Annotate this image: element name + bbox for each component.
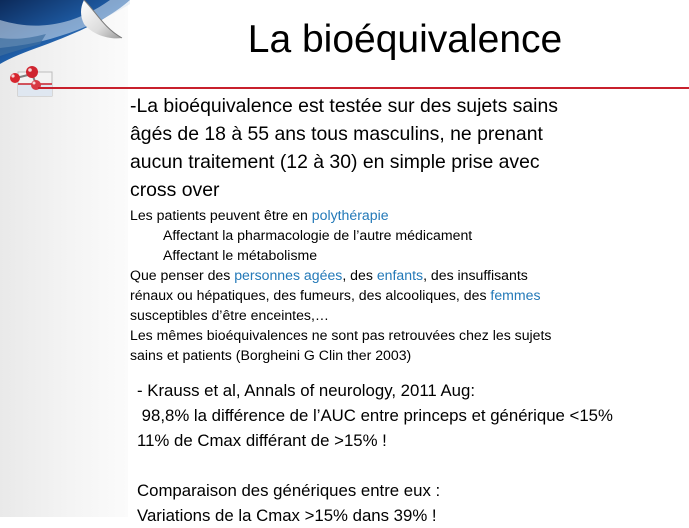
slide-body: [130, 92, 686, 365]
question-rest: , des insuffisants: [423, 267, 528, 283]
affect-pharmacology-line: Affectant la pharmacologie de l’autre médicament: [163, 227, 473, 243]
cmax-difference-line: 11% de Cmax différant de >15% !: [137, 431, 387, 450]
intro-line-1: -La bioéquivalence est testée sur des sujets sains: [130, 95, 558, 117]
question-separator: , des: [342, 267, 377, 283]
cmax-variation-line: Variations de la Cmax >15% dans 39% !: [137, 506, 437, 525]
references-block: [137, 378, 689, 528]
question-line-3: susceptibles d’être enceintes,…: [130, 307, 329, 323]
intro-line-3: aucun traitement (12 à 30) en simple prise avec: [130, 151, 540, 173]
intro-paragraph: [130, 92, 686, 204]
spacer: [137, 453, 689, 478]
polytherapy-term: polythérapie: [311, 207, 389, 223]
intro-line-4: cross over: [130, 179, 220, 201]
intro-line-2: âgés de 18 à 55 ans tous masculins, ne prenant: [130, 123, 543, 145]
children-term: enfants: [376, 267, 424, 283]
same-bioequivalence-line-1: Les mêmes bioéquivalences ne sont pas retrouvées chez les sujets: [130, 327, 552, 343]
elderly-term: personnes agées: [234, 267, 343, 283]
question-line-2: [130, 285, 686, 305]
generics-comparison-title: Comparaison des génériques entre eux :: [137, 481, 441, 500]
question-line-2-prefix: rénaux ou hépatiques, des fumeurs, des alcooliques, des: [130, 287, 491, 303]
polytherapy-line: [130, 205, 686, 225]
affect-metabolism-line: Affectant le métabolisme: [163, 247, 318, 263]
question-line-1: [130, 265, 686, 285]
title-underline-rule: [38, 87, 689, 89]
earth-photo-corner-decoration: [0, 0, 130, 64]
auc-difference-line: 98,8% la différence de l’AUC entre princeps et générique <15%: [137, 406, 613, 425]
question-prefix: Que penser des: [130, 267, 235, 283]
same-bioequivalence-line-2: sains et patients (Borgheini G Clin ther 2003): [130, 347, 412, 363]
polytherapy-prefix: Les patients peuvent être en: [130, 207, 312, 223]
women-term: femmes: [490, 287, 541, 303]
krauss-reference: - Krauss et al, Annals of neurology, 2011 Aug:: [137, 381, 476, 400]
slide-title: La bioéquivalence: [247, 18, 563, 61]
molecule-logo-icon: [6, 60, 54, 100]
details-block: [130, 205, 686, 365]
